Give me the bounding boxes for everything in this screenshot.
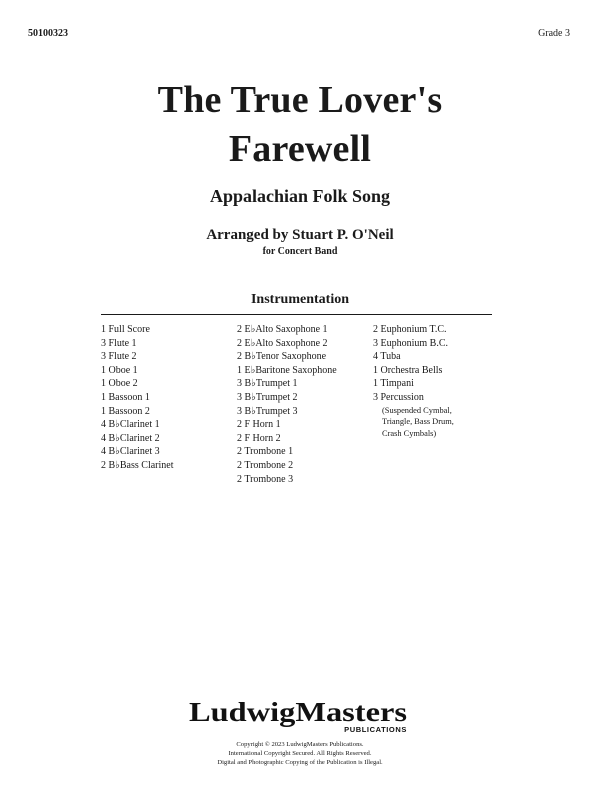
instrument-item: 2 B♭Bass Clarinet: [101, 459, 174, 471]
instrument-item: 2 E♭Alto Saxophone 2: [237, 337, 328, 349]
title-line-1: The True Lover's: [157, 79, 443, 121]
copyright-line: Copyright © 2023 LudwigMasters Publications.: [236, 741, 364, 748]
instrument-item: 2 E♭Alto Saxophone 1: [237, 324, 328, 335]
logo-main-text: LudwigMasters: [189, 697, 407, 727]
percussion-note-line: Crash Cymbals): [382, 428, 437, 438]
instrument-item: 2 Trombone 2: [237, 459, 294, 471]
instrument-column-2: [237, 323, 337, 486]
instrument-item: 2 B♭Tenor Saxophone: [237, 351, 327, 363]
instrument-item: 1 Orchestra Bells: [373, 364, 443, 376]
percussion-note-line: Triangle, Bass Drum,: [382, 417, 454, 427]
instrument-item: 1 Oboe 1: [101, 364, 138, 376]
instrument-item: 1 Bassoon 2: [101, 405, 150, 417]
instrument-item: 2 F Horn 1: [237, 419, 281, 431]
instrument-item: 4 B♭Clarinet 2: [101, 432, 160, 444]
instrument-item: 3 Percussion: [373, 391, 424, 403]
instrument-item: 4 B♭Clarinet 3: [101, 446, 160, 458]
copyright-line: Digital and Photographic Copying of the Publication is Illegal.: [217, 759, 383, 767]
instrument-item: 3 Flute 1: [101, 337, 137, 349]
instrument-item: 3 Flute 2: [101, 351, 137, 363]
grade-label: Grade 3: [538, 28, 570, 39]
instrument-item: 2 Trombone 3: [237, 473, 294, 485]
instrument-item: 3 Euphonium B.C.: [373, 337, 449, 349]
title-line-2: Farewell: [228, 128, 372, 170]
instrument-column-1: [101, 323, 174, 473]
publisher-logo: [0, 694, 600, 734]
instrumentation-heading: Instrumentation: [250, 292, 349, 307]
instrument-item: 2 Euphonium T.C.: [373, 324, 447, 335]
instrument-item: 3 B♭Trumpet 1: [237, 378, 298, 390]
instrument-item: 4 Tuba: [373, 351, 401, 363]
instrument-item: 2 Trombone 1: [237, 446, 294, 458]
instrument-item: 2 F Horn 2: [237, 432, 281, 444]
logo-sub-text: PUBLICATIONS: [344, 725, 407, 734]
instrumentation-rule: [101, 314, 492, 315]
instrument-item: 1 Timpani: [373, 378, 414, 390]
arranger-credit: Arranged by Stuart P. O'Neil: [206, 227, 394, 243]
copyright-line: International Copyright Secured. All Rights Reserved.: [228, 750, 372, 758]
copyright-block: [0, 740, 600, 768]
subtitle: Appalachian Folk Song: [209, 186, 391, 206]
instrument-item: 1 E♭Baritone Saxophone: [237, 364, 337, 376]
instrument-item: 1 Bassoon 1: [101, 391, 150, 403]
catalog-number: 50100323: [28, 28, 68, 39]
ludwigmasters-logo-icon: [189, 694, 411, 734]
percussion-note: [373, 405, 454, 440]
instrument-column-3: [373, 323, 454, 439]
percussion-note-line: (Suspended Cymbal,: [382, 405, 452, 415]
instrument-item: 4 B♭Clarinet 1: [101, 419, 160, 431]
instrument-item: 3 B♭Trumpet 2: [237, 391, 298, 403]
instrument-item: 1 Full Score: [101, 324, 150, 335]
instrument-item: 1 Oboe 2: [101, 378, 138, 390]
ensemble-label: for Concert Band: [262, 246, 338, 257]
instrument-item: 3 B♭Trumpet 3: [237, 405, 298, 417]
